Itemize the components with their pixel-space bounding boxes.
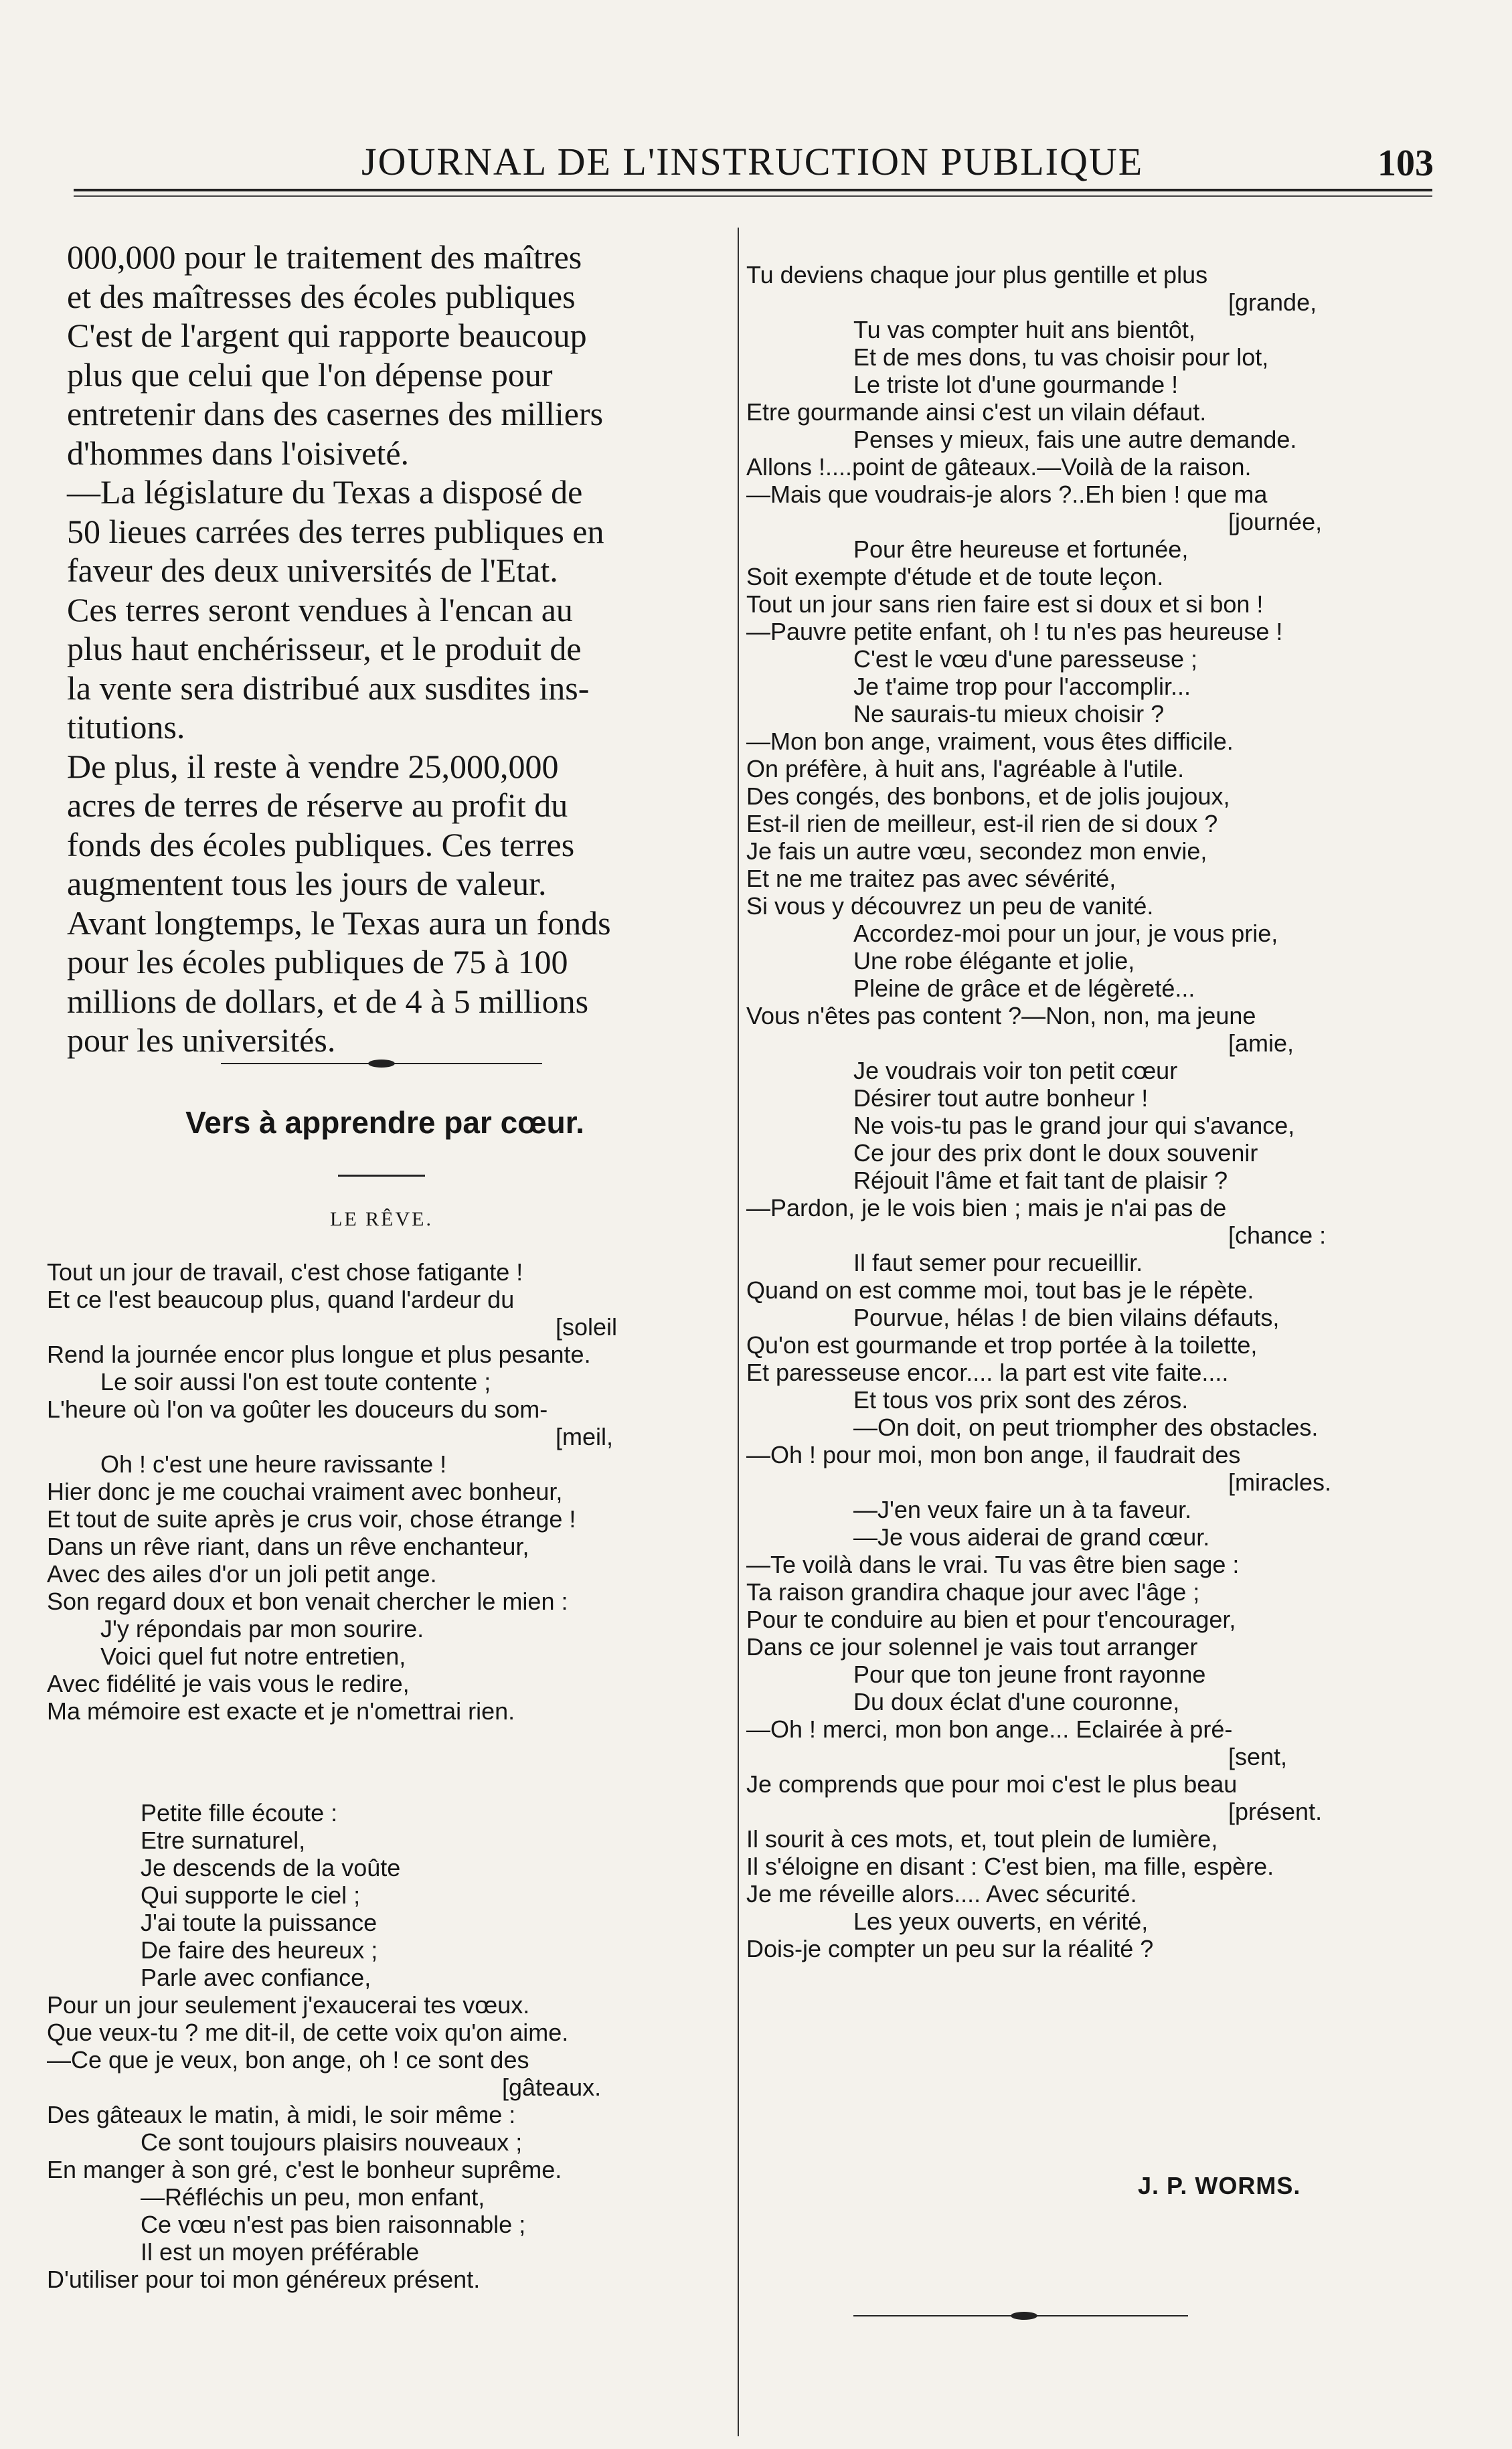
verse-line: Dois-je compter un peu sur la réalité ? bbox=[746, 1935, 1154, 1962]
verse-line: Tu deviens chaque jour plus gentille et plus bbox=[746, 261, 1208, 288]
verse-line: Désirer tout autre bonheur ! bbox=[853, 1084, 1149, 1112]
article-line: C'est de l'argent qui rapporte beaucoup bbox=[67, 317, 587, 354]
poem-stanza-1 bbox=[47, 1258, 730, 1725]
verse-line: D'utiliser pour toi mon généreux présent. bbox=[47, 2266, 481, 2293]
header-rule bbox=[74, 189, 1432, 191]
verse-line: —J'en veux faire un à ta faveur. bbox=[853, 1496, 1192, 1523]
poem-right-column bbox=[746, 261, 1442, 1962]
article-line: et des maîtresses des écoles publiques bbox=[67, 277, 576, 315]
article-line: De plus, il reste à vendre 25,000,000 bbox=[67, 747, 559, 785]
verse-line: Le triste lot d'une gourmande ! bbox=[853, 371, 1179, 398]
verse-line: —Je vous aiderai de grand cœur. bbox=[853, 1523, 1210, 1551]
article-line: Avant longtemps, le Texas aura un fonds bbox=[67, 904, 611, 942]
verse-line: Il sourit à ces mots, et, tout plein de lumière, bbox=[746, 1825, 1218, 1853]
verse-line: Est-il rien de meilleur, est-il rien de si doux ? bbox=[746, 810, 1218, 837]
verse-line: Pour te conduire au bien et pour t'encourager, bbox=[746, 1606, 1236, 1633]
verse-line: [miracles. bbox=[1228, 1468, 1332, 1496]
verse-line: En manger à son gré, c'est le bonheur suprême. bbox=[47, 2156, 562, 2183]
verse-line: —Pardon, je le vois bien ; mais je n'ai pas de bbox=[746, 1194, 1227, 1221]
verse-line: Avec des ailes d'or un joli petit ange. bbox=[47, 1560, 437, 1588]
verse-line: —Mon bon ange, vraiment, vous êtes difficile. bbox=[746, 728, 1234, 755]
running-title: JOURNAL DE L'INSTRUCTION PUBLIQUE bbox=[361, 140, 1144, 183]
verse-line: Dans un rêve riant, dans un rêve enchanteur, bbox=[47, 1533, 529, 1560]
verse-line: —On doit, on peut triompher des obstacles. bbox=[853, 1414, 1319, 1441]
verse-line: Ce vœu n'est pas bien raisonnable ; bbox=[141, 2211, 526, 2238]
verse-line: Etre gourmande ainsi c'est un vilain défaut. bbox=[746, 398, 1207, 426]
verse-line: Ta raison grandira chaque jour avec l'âge ; bbox=[746, 1578, 1200, 1606]
verse-line: Je me réveille alors.... Avec sécurité. bbox=[746, 1880, 1137, 1908]
verse-line: Tout un jour sans rien faire est si doux et si bon ! bbox=[746, 590, 1264, 618]
verse-line: [amie, bbox=[1228, 1029, 1294, 1057]
poem-stanza-2 bbox=[47, 1799, 730, 2293]
verse-line: Je descends de la voûte bbox=[141, 1854, 401, 1881]
article-line: titutions. bbox=[67, 708, 185, 746]
verse-line: [meil, bbox=[556, 1423, 614, 1450]
header-rule-thin bbox=[74, 195, 1432, 197]
verse-line: Et tous vos prix sont des zéros. bbox=[853, 1386, 1189, 1414]
verse-line: Etre surnaturel, bbox=[141, 1827, 306, 1854]
verse-line: Avec fidélité je vais vous le redire, bbox=[47, 1670, 410, 1697]
article-line: augmentent tous les jours de valeur. bbox=[67, 865, 547, 902]
verse-line: Que veux-tu ? me dit-il, de cette voix qu'on aime. bbox=[47, 2019, 569, 2046]
article-line: 000,000 pour le traitement des maîtres bbox=[67, 238, 582, 276]
verse-line: —Oh ! merci, mon bon ange... Eclairée à pré- bbox=[746, 1715, 1233, 1743]
verse-line: De faire des heureux ; bbox=[141, 1936, 378, 1964]
verse-line: Des gâteaux le matin, à midi, le soir même : bbox=[47, 2101, 516, 2128]
verse-line: J'ai toute la puissance bbox=[141, 1909, 377, 1936]
ornament-divider bbox=[221, 1059, 542, 1068]
verse-line: [soleil bbox=[556, 1313, 618, 1341]
verse-line: —Te voilà dans le vrai. Tu vas être bien sage : bbox=[746, 1551, 1240, 1578]
verse-line: Dans ce jour solennel je vais tout arranger bbox=[746, 1633, 1198, 1661]
verse-line: Vous n'êtes pas content ?—Non, non, ma jeune bbox=[746, 1002, 1256, 1029]
article-line: acres de terres de réserve au profit du bbox=[67, 786, 568, 824]
article-line: Ces terres seront vendues à l'encan au bbox=[67, 590, 573, 628]
signature: J. P. WORMS. bbox=[1138, 2172, 1301, 2199]
article-line: pour les universités. bbox=[67, 1021, 336, 1059]
ornament-divider-end bbox=[853, 2311, 1188, 2320]
verse-line: Il faut semer pour recueillir. bbox=[853, 1249, 1143, 1276]
verse-line: Ne saurais-tu mieux choisir ? bbox=[853, 700, 1165, 728]
verse-line: Je t'aime trop pour l'accomplir... bbox=[853, 673, 1191, 700]
verse-line: Et de mes dons, tu vas choisir pour lot, bbox=[853, 343, 1269, 371]
article-line: —La législature du Texas a disposé de bbox=[67, 473, 583, 511]
verse-line: Une robe élégante et jolie, bbox=[853, 947, 1135, 975]
verse-line: Ma mémoire est exacte et je n'omettrai rien. bbox=[47, 1697, 515, 1725]
article-line: plus haut enchérisseur, et le produit de bbox=[67, 630, 582, 667]
verse-line: Des congés, des bonbons, et de jolis joujoux, bbox=[746, 782, 1230, 810]
verse-line: Qui supporte le ciel ; bbox=[141, 1881, 361, 1909]
verse-line: Tu vas compter huit ans bientôt, bbox=[853, 316, 1195, 343]
verse-line: Et ne me traitez pas avec sévérité, bbox=[746, 865, 1116, 892]
verse-line: Si vous y découvrez un peu de vanité. bbox=[746, 892, 1154, 920]
verse-line: C'est le vœu d'une paresseuse ; bbox=[853, 645, 1198, 673]
verse-line: Pour que ton jeune front rayonne bbox=[853, 1661, 1206, 1688]
verse-line: Je fais un autre vœu, secondez mon envie, bbox=[746, 837, 1207, 865]
article-line: 50 lieues carrées des terres publiques en bbox=[67, 512, 604, 550]
article-line: d'hommes dans l'oisiveté. bbox=[67, 434, 410, 472]
verse-line: Rend la journée encor plus longue et plus pesante. bbox=[47, 1341, 591, 1368]
verse-line: Les yeux ouverts, en vérité, bbox=[853, 1908, 1149, 1935]
verse-line: Ce jour des prix dont le doux souvenir bbox=[853, 1139, 1258, 1167]
page-header bbox=[0, 134, 1512, 187]
page-number: 103 bbox=[1377, 143, 1434, 184]
verse-line: —Mais que voudrais-je alors ?..Eh bien ! que ma bbox=[746, 481, 1268, 508]
verse-line: Soit exempte d'étude et de toute leçon. bbox=[746, 563, 1164, 590]
verse-line: Ce sont toujours plaisirs nouveaux ; bbox=[141, 2128, 523, 2156]
article-line: pour les écoles publiques de 75 à 100 bbox=[67, 943, 568, 981]
verse-line: Et paresseuse encor.... la part est vite faite.... bbox=[746, 1359, 1229, 1386]
verse-line: Voici quel fut notre entretien, bbox=[100, 1642, 406, 1670]
verse-line: —Pauvre petite enfant, oh ! tu n'es pas heureuse ! bbox=[746, 618, 1283, 645]
verse-line: [grande, bbox=[1228, 288, 1317, 316]
verse-line: Réjouit l'âme et fait tant de plaisir ? bbox=[853, 1167, 1228, 1194]
verse-line: Pleine de grâce et de légèreté... bbox=[853, 975, 1195, 1002]
verse-line: Hier donc je me couchai vraiment avec bonheur, bbox=[47, 1478, 563, 1505]
verse-line: Quand on est comme moi, tout bas je le répète. bbox=[746, 1276, 1254, 1304]
verse-line: —Ce que je veux, bon ange, oh ! ce sont des bbox=[47, 2046, 529, 2074]
verse-line: [gâteaux. bbox=[502, 2074, 602, 2101]
verse-line: Du doux éclat d'une couronne, bbox=[853, 1688, 1180, 1715]
verse-line: Petite fille écoute : bbox=[141, 1799, 338, 1827]
verse-line: Je voudrais voir ton petit cœur bbox=[853, 1057, 1178, 1084]
verse-line: Son regard doux et bon venait chercher le mien : bbox=[47, 1588, 568, 1615]
verse-line: Pourvue, hélas ! de bien vilains défauts, bbox=[853, 1304, 1280, 1331]
verse-line: Pour un jour seulement j'exaucerai tes vœux. bbox=[47, 1991, 530, 2019]
section-title: Vers à apprendre par cœur. bbox=[185, 1105, 584, 1140]
verse-line: Ne vois-tu pas le grand jour qui s'avance, bbox=[853, 1112, 1295, 1139]
verse-line: —Oh ! pour moi, mon bon ange, il faudrait des bbox=[746, 1441, 1241, 1468]
verse-line: Tout un jour de travail, c'est chose fatigante ! bbox=[47, 1258, 523, 1286]
verse-line: Il s'éloigne en disant : C'est bien, ma fille, espère. bbox=[746, 1853, 1274, 1880]
verse-line: J'y répondais par mon sourire. bbox=[100, 1615, 424, 1642]
verse-line: [sent, bbox=[1228, 1743, 1288, 1770]
article-line: faveur des deux universités de l'Etat. bbox=[67, 552, 558, 589]
verse-line: Et ce l'est beaucoup plus, quand l'ardeur du bbox=[47, 1286, 515, 1313]
verse-line: Il est un moyen préférable bbox=[141, 2238, 420, 2266]
verse-line: [chance : bbox=[1228, 1221, 1327, 1249]
title-rule bbox=[338, 1175, 425, 1177]
article-line: millions de dollars, et de 4 à 5 millions bbox=[67, 982, 589, 1020]
verse-line: Je comprends que pour moi c'est le plus beau bbox=[746, 1770, 1238, 1798]
verse-line: Allons !....point de gâteaux.—Voilà de la raison. bbox=[746, 453, 1252, 481]
verse-line: On préfère, à huit ans, l'agréable à l'utile. bbox=[746, 755, 1185, 782]
verse-line: Qu'on est gourmande et trop portée à la toilette, bbox=[746, 1331, 1258, 1359]
article-line: plus que celui que l'on dépense pour bbox=[67, 355, 553, 394]
verse-line: Oh ! c'est une heure ravissante ! bbox=[100, 1450, 447, 1478]
verse-line: Et tout de suite après je crus voir, chose étrange ! bbox=[47, 1505, 576, 1533]
poem-title: LE RÊVE. bbox=[330, 1208, 433, 1230]
verse-line: [journée, bbox=[1228, 508, 1323, 535]
verse-line: [présent. bbox=[1228, 1798, 1323, 1825]
column-divider bbox=[738, 228, 739, 2436]
verse-line: Parle avec confiance, bbox=[141, 1964, 371, 1991]
article-line: la vente sera distribué aux susdites ins- bbox=[67, 669, 590, 707]
verse-line: Le soir aussi l'on est toute contente ; bbox=[100, 1368, 491, 1396]
verse-line: Pour être heureuse et fortunée, bbox=[853, 535, 1189, 563]
article-line: fonds des écoles publiques. Ces terres bbox=[67, 825, 575, 863]
verse-line: Accordez-moi pour un jour, je vous prie, bbox=[853, 920, 1278, 947]
article-text bbox=[67, 238, 726, 1060]
verse-line: —Réfléchis un peu, mon enfant, bbox=[141, 2183, 485, 2211]
verse-line: L'heure où l'on va goûter les douceurs du som- bbox=[47, 1396, 548, 1423]
verse-line: Penses y mieux, fais une autre demande. bbox=[853, 426, 1297, 453]
article-line: entretenir dans des casernes des milliers bbox=[67, 395, 604, 432]
